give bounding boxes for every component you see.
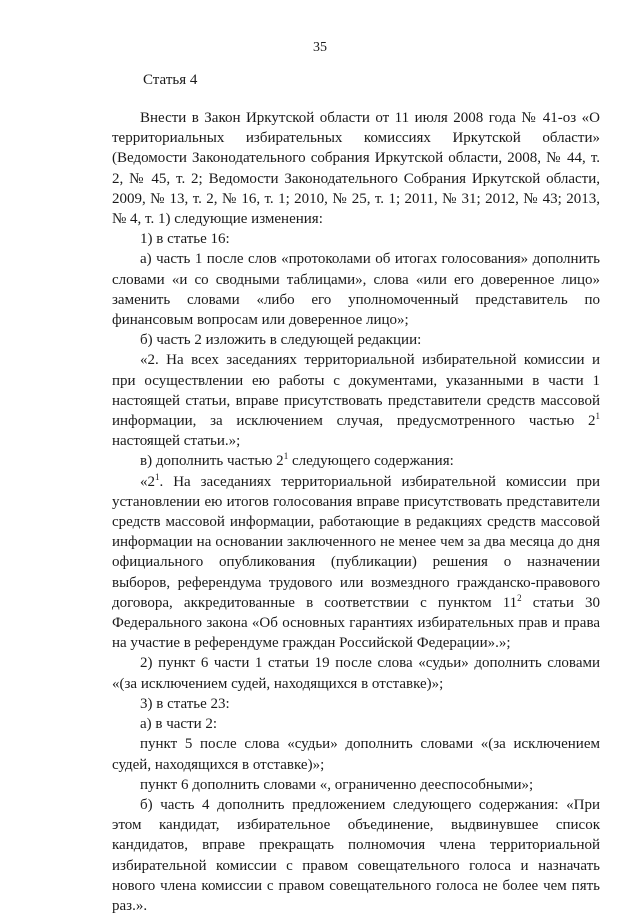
paragraph: в) дополнить частью $2^1$ следующего содержания: — [140, 451, 454, 470]
page-number: 35 — [313, 40, 327, 55]
superscript: 2 — [517, 592, 522, 603]
article-title: Статья 4 — [143, 72, 198, 88]
paragraph: 1) в статье 16: — [140, 231, 230, 248]
document-body — [112, 108, 600, 916]
paragraph: пункт 6 дополнить словами «, ограниченно дееспособными»; — [140, 776, 534, 793]
superscript: 1 — [283, 451, 289, 462]
paragraph: пункт 5 после слова «судьи» дополнить словами «(за исключением судей, находящихся в отставке)»; — [112, 736, 600, 773]
paragraph: 2) пункт 6 части 1 статьи 19 после слова «судьи» дополнить словами «(за исключением судей, находящихся в отставке)»; — [112, 655, 600, 692]
paragraph: «$2^1$. На заседаниях территориальной избирательной комиссии при установлении ею итогов голосования вправе присутствовать представители средств массовой информации, работающие в редакциях средств массовой информации на основании заключенного не менее чем за два месяца до дня официального опубликования (публикации) решения о назначении выборов, референдума трудового или возмездного гражданско-правового договора, аккредитованные в соответствии с пунктом $11^2$ статьи 30 Федерального закона «Об основных гарантиях избирательных прав и права на участие в референдуме граждан Российской Федерации».»; — [112, 471, 600, 652]
paragraph: б) часть 2 изложить в следующей редакции: — [140, 332, 422, 349]
superscript: 1 — [595, 411, 600, 422]
superscript: 1 — [155, 471, 160, 482]
paragraph: б) часть 4 дополнить предложением следующего содержания: «При этом кандидат, избирательное объединение, выдвинувшее список кандидатов, вправе прекращать полномочия члена территориальной избирательной комиссии с правом совещательного голоса и назначать нового члена комиссии с правом совещательного голоса не более чем пять раз.». — [112, 796, 600, 914]
paragraph: Внести в Закон Иркутской области от 11 июля 2008 года № 41-оз «О территориальных избирательных комиссиях Иркутской области» (Ведомости Законодательного собрания Иркутской области, 2008, № 44, т. 2, № 45, т. 2; Ведомости Законодательного Собрания Иркутской области, 2009, № 13, т. 2, № 16, т. 1; 2010, № 25, т. 1; 2011, № 31; 2012, № 43; 2013, № 4, т. 1) следующие изменения: — [112, 110, 600, 228]
paragraph: 3) в статье 23: — [140, 695, 230, 712]
paragraph: «2. На всех заседаниях территориальной избирательной комиссии и при осуществлении ею работы с документами, указанными в части 1 настоящей статьи, вправе присутствовать представители средств массовой информации, за исключением случая, предусмотренного частью $2^1$ настоящей статьи.»; — [112, 352, 600, 450]
paragraph: а) в части 2: — [140, 716, 218, 733]
paragraph: а) часть 1 после слов «протоколами об итогах голосования» дополнить словами «и со сводными таблицами», слова «или его доверенное лицо» заменить словами «либо его уполномоченный представитель по финансовым вопросам или доверенное лицо»; — [112, 251, 600, 329]
